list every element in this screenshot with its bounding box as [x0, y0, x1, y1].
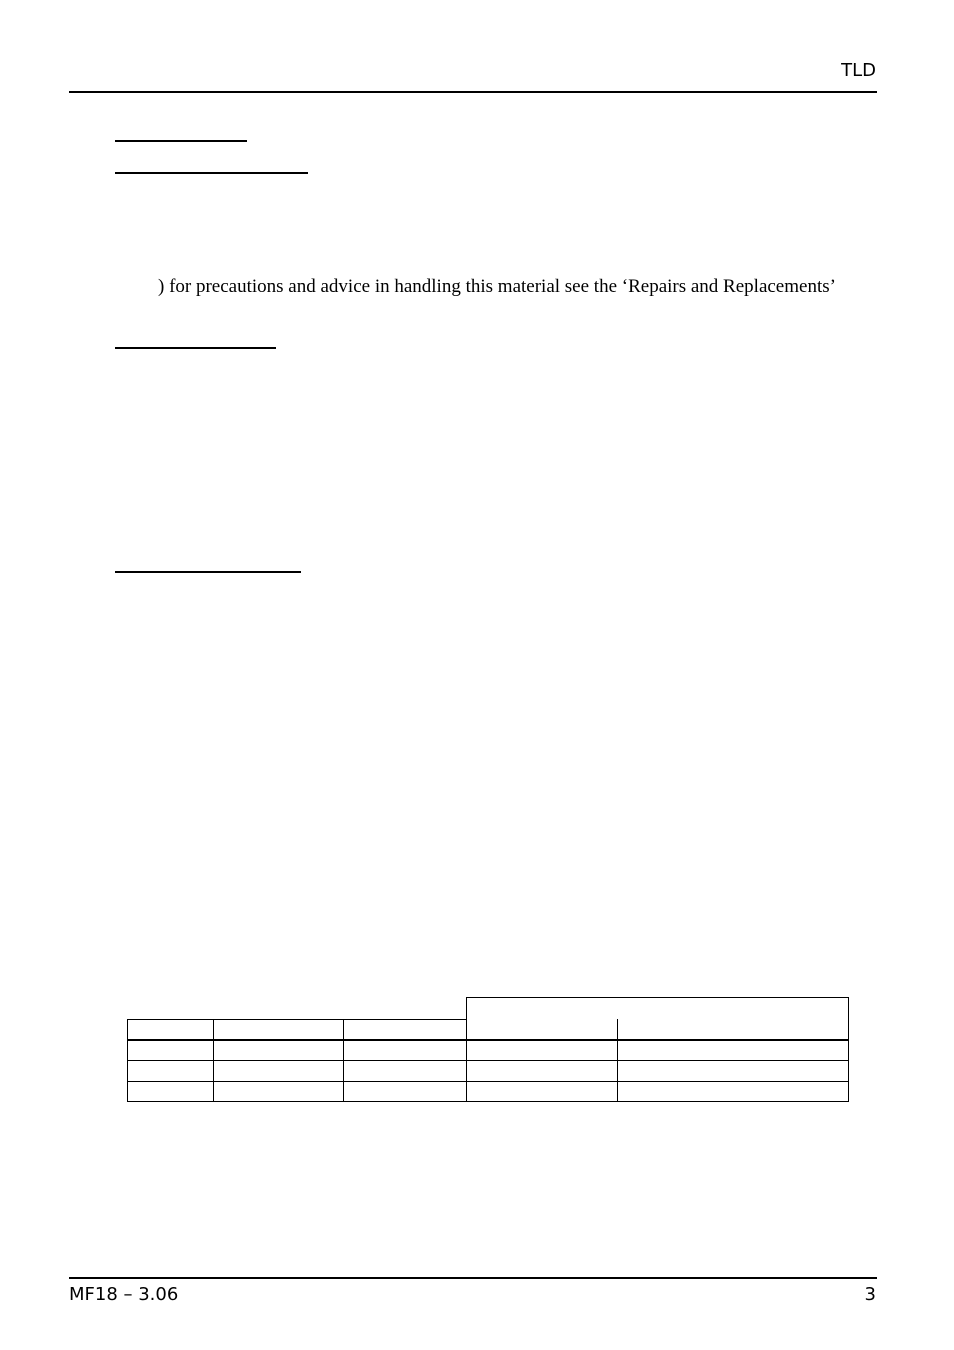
heading-underline-3 [115, 347, 276, 349]
table-group-header-top [466, 997, 849, 998]
table-col-line-2 [343, 1019, 344, 1102]
header-rule [69, 91, 877, 93]
table-group-header-left [466, 997, 467, 1102]
table-header-bottom [127, 1039, 849, 1041]
heading-underline-2 [115, 172, 308, 174]
table-row-line-1 [127, 1060, 849, 1061]
body-paragraph: ) for precautions and advice in handling this material see the ‘Repairs and Replacements’ [158, 276, 836, 297]
footer-document-code: MF18 – 3.06 [69, 1284, 179, 1305]
heading-underline-4 [115, 571, 301, 573]
table-header-top [127, 1019, 466, 1020]
table-col-line-0 [127, 1019, 128, 1102]
footer-page-number: 3 [864, 1284, 876, 1305]
heading-underline-1 [115, 140, 247, 142]
table-bottom [127, 1101, 849, 1102]
footer-rule [69, 1277, 877, 1279]
table-group-header-right [848, 997, 849, 1102]
table-col-line-1 [213, 1019, 214, 1102]
table-row-line-2 [127, 1081, 849, 1082]
header-title: TLD [841, 60, 876, 81]
table-col-line-4 [617, 1019, 618, 1102]
